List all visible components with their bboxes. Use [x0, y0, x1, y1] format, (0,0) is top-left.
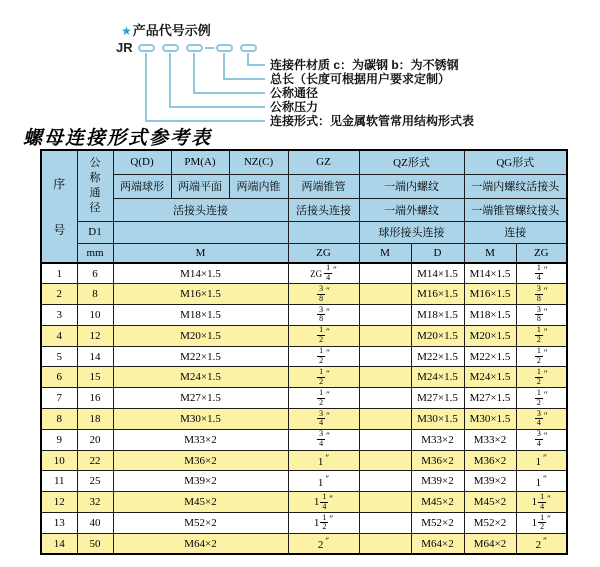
- code-box-2: [162, 44, 179, 52]
- cell-qg-zg: $\frac{3}{4}$ ″: [516, 429, 567, 450]
- header-desc-qg: 一端内螺纹活接头: [464, 174, 567, 198]
- diagram-label-material: 连接件材质 c：为碳钢 b：为不锈钢: [270, 58, 459, 72]
- header-dn: 公称通径: [77, 150, 113, 221]
- cell-m-thread: M33×2: [113, 429, 288, 450]
- header-desc-qd: 两端球形: [113, 174, 171, 198]
- table-row: [41, 533, 567, 554]
- cell-qg-zg: 1 $\frac{1}{2}$ ″: [516, 513, 567, 534]
- cell-qz-d: M39×2: [411, 471, 464, 492]
- header-qg-r4: 连接: [464, 221, 567, 243]
- table-row: [41, 367, 567, 388]
- code-box-1: [138, 44, 155, 52]
- product-code-prefix: JR: [116, 40, 133, 55]
- cell-qg-m: M64×2: [464, 533, 516, 554]
- header-qg-r3: 一端锥管螺纹接头: [464, 198, 567, 221]
- header-blank-left: [113, 221, 288, 243]
- header-qg-u1: M: [464, 243, 516, 263]
- diagram-label-connection: 连接形式：见金属软管常用结构形式表: [270, 114, 475, 128]
- cell-qz-m: [359, 325, 411, 346]
- cell-qz-m: [359, 492, 411, 513]
- header-code-nzc: NZ(C): [229, 150, 288, 174]
- cell-m-thread: M45×2: [113, 492, 288, 513]
- cell-m-thread: M36×2: [113, 450, 288, 471]
- cell-no: 7: [41, 388, 77, 409]
- cell-m-thread: M22×1.5: [113, 346, 288, 367]
- cell-no: 10: [41, 450, 77, 471]
- cell-dn: 8: [77, 284, 113, 305]
- cell-m-thread: M27×1.5: [113, 388, 288, 409]
- cell-qg-zg: $\frac{3}{8}$ ″: [516, 305, 567, 326]
- cell-qz-d: M30×1.5: [411, 409, 464, 430]
- cell-gz-zg: 1 ″: [288, 471, 359, 492]
- code-box-4: [216, 44, 233, 52]
- cell-no: 1: [41, 263, 77, 284]
- cell-m-thread: M52×2: [113, 513, 288, 534]
- header-code-gz: GZ: [288, 150, 359, 174]
- cell-qz-m: [359, 388, 411, 409]
- header-code-qg: QG形式: [464, 150, 567, 174]
- cell-qg-m: M30×1.5: [464, 409, 516, 430]
- connector-line: [169, 106, 265, 108]
- header-desc-pma: 两端平面: [171, 174, 229, 198]
- reference-table: [40, 149, 568, 555]
- cell-qz-d: M20×1.5: [411, 325, 464, 346]
- cell-m-thread: M16×1.5: [113, 284, 288, 305]
- cell-qg-zg: $\frac{1}{2}$ ″: [516, 367, 567, 388]
- header-qz-u2: D: [411, 243, 464, 263]
- table-row: [41, 513, 567, 534]
- cell-qg-m: M16×1.5: [464, 284, 516, 305]
- cell-m-thread: M14×1.5: [113, 263, 288, 284]
- connector-line: [223, 78, 265, 80]
- cell-dn: 40: [77, 513, 113, 534]
- header-qg-u2: ZG: [516, 243, 567, 263]
- cell-qz-m: [359, 263, 411, 284]
- diagram-label-length: 总长（长度可根据用户要求定制）: [270, 72, 451, 86]
- cell-gz-zg: $\frac{1}{2}$ ″: [288, 367, 359, 388]
- cell-m-thread: M24×1.5: [113, 367, 288, 388]
- table-row: [41, 284, 567, 305]
- dash-separator: [205, 47, 214, 49]
- diagram-title-text: 产品代号示例: [132, 23, 211, 38]
- cell-dn: 22: [77, 450, 113, 471]
- cell-qg-m: M52×2: [464, 513, 516, 534]
- cell-dn: 6: [77, 263, 113, 284]
- connector-line: [145, 120, 265, 122]
- cell-no: 11: [41, 471, 77, 492]
- header-desc-nzc: 两端内锥: [229, 174, 288, 198]
- table-body: [41, 263, 567, 554]
- table-row: [41, 263, 567, 284]
- cell-qg-m: M45×2: [464, 492, 516, 513]
- cell-dn: 15: [77, 367, 113, 388]
- cell-qg-zg: $\frac{1}{2}$ ″: [516, 346, 567, 367]
- cell-qg-m: M14×1.5: [464, 263, 516, 284]
- cell-qz-d: M33×2: [411, 429, 464, 450]
- cell-qz-d: M22×1.5: [411, 346, 464, 367]
- cell-qz-m: [359, 305, 411, 326]
- cell-qz-m: [359, 450, 411, 471]
- cell-dn: 18: [77, 409, 113, 430]
- cell-qg-zg: 1 $\frac{1}{4}$ ″: [516, 492, 567, 513]
- cell-dn: 50: [77, 533, 113, 554]
- cell-no: 12: [41, 492, 77, 513]
- header-gz-connection: 活接头连接: [288, 198, 359, 221]
- cell-dn: 25: [77, 471, 113, 492]
- cell-qz-d: M18×1.5: [411, 305, 464, 326]
- header-code-qd: Q(D): [113, 150, 171, 174]
- cell-gz-zg: $\frac{1}{2}$ ″: [288, 346, 359, 367]
- cell-qz-d: M45×2: [411, 492, 464, 513]
- diagram-label-diameter: 公称通径: [270, 86, 319, 100]
- cell-dn: 16: [77, 388, 113, 409]
- cell-qg-zg: $\frac{3}{4}$ ″: [516, 409, 567, 430]
- cell-no: 6: [41, 367, 77, 388]
- cell-qz-m: [359, 513, 411, 534]
- cell-qg-zg: 1 ″: [516, 450, 567, 471]
- cell-qg-m: M33×2: [464, 429, 516, 450]
- cell-dn: 12: [77, 325, 113, 346]
- cell-dn: 20: [77, 429, 113, 450]
- cell-no: 5: [41, 346, 77, 367]
- header-qz-r3: 一端外螺纹: [359, 198, 464, 221]
- table-row: [41, 492, 567, 513]
- cell-no: 2: [41, 284, 77, 305]
- cell-gz-zg: $\frac{3}{8}$ ″: [288, 284, 359, 305]
- cell-qg-m: M27×1.5: [464, 388, 516, 409]
- diagram-label-pressure: 公称压力: [270, 100, 319, 114]
- connector-line: [193, 53, 195, 93]
- cell-qz-d: M16×1.5: [411, 284, 464, 305]
- diagram-title: [121, 20, 211, 39]
- cell-qg-m: M22×1.5: [464, 346, 516, 367]
- cell-qg-zg: 1 ″: [516, 471, 567, 492]
- cell-dn: 14: [77, 346, 113, 367]
- table-row: [41, 450, 567, 471]
- header-seq: 序号: [41, 150, 77, 263]
- table-row: [41, 471, 567, 492]
- table-row: [41, 325, 567, 346]
- header-unit-m: M: [113, 243, 288, 263]
- cell-qz-m: [359, 367, 411, 388]
- cell-qg-zg: $\frac{3}{8}$ ″: [516, 284, 567, 305]
- cell-qz-m: [359, 284, 411, 305]
- cell-gz-zg: $\frac{3}{4}$ ″: [288, 409, 359, 430]
- cell-qg-zg: $\frac{1}{4}$ ″: [516, 263, 567, 284]
- connector-line: [247, 64, 265, 66]
- cell-qg-m: M24×1.5: [464, 367, 516, 388]
- cell-gz-zg: 1 ″: [288, 450, 359, 471]
- table-row: [41, 346, 567, 367]
- cell-gz-zg: $\frac{3}{8}$ ″: [288, 305, 359, 326]
- cell-qz-d: M52×2: [411, 513, 464, 534]
- header-union-connection: 活接头连接: [113, 198, 288, 221]
- cell-m-thread: M39×2: [113, 471, 288, 492]
- cell-qz-d: M27×1.5: [411, 388, 464, 409]
- cell-no: 14: [41, 533, 77, 554]
- header-qz-u1: M: [359, 243, 411, 263]
- star-icon: ★: [121, 24, 132, 38]
- cell-gz-zg: $\frac{3}{4}$ ″: [288, 429, 359, 450]
- cell-no: 4: [41, 325, 77, 346]
- cell-m-thread: M64×2: [113, 533, 288, 554]
- cell-gz-zg: $\frac{1}{2}$ ″: [288, 388, 359, 409]
- cell-qz-d: M14×1.5: [411, 263, 464, 284]
- cell-dn: 32: [77, 492, 113, 513]
- header-d1: D1: [77, 221, 113, 243]
- cell-gz-zg: 1 $\frac{1}{2}$ ″: [288, 513, 359, 534]
- header-qz-r4: 球形接头连接: [359, 221, 464, 243]
- cell-qz-m: [359, 471, 411, 492]
- header-desc-qz: 一端内螺纹: [359, 174, 464, 198]
- cell-no: 9: [41, 429, 77, 450]
- table-row: [41, 409, 567, 430]
- cell-qg-zg: $\frac{1}{2}$ ″: [516, 325, 567, 346]
- cell-qg-zg: $\frac{1}{2}$ ″: [516, 388, 567, 409]
- table-row: [41, 429, 567, 450]
- cell-qg-m: M39×2: [464, 471, 516, 492]
- connector-line: [145, 53, 147, 121]
- cell-no: 13: [41, 513, 77, 534]
- cell-m-thread: M18×1.5: [113, 305, 288, 326]
- cell-qg-m: M36×2: [464, 450, 516, 471]
- code-box-5: [240, 44, 257, 52]
- cell-gz-zg: ZG $\frac{1}{4}$ ″: [288, 263, 359, 284]
- cell-qz-m: [359, 429, 411, 450]
- connector-line: [193, 92, 265, 94]
- code-box-3: [186, 44, 203, 52]
- cell-no: 8: [41, 409, 77, 430]
- cell-qz-d: M64×2: [411, 533, 464, 554]
- header-desc-gz: 两端锥管: [288, 174, 359, 198]
- cell-no: 3: [41, 305, 77, 326]
- cell-qz-m: [359, 346, 411, 367]
- cell-qz-d: M24×1.5: [411, 367, 464, 388]
- cell-m-thread: M20×1.5: [113, 325, 288, 346]
- cell-qz-d: M36×2: [411, 450, 464, 471]
- cell-gz-zg: $\frac{1}{2}$ ″: [288, 325, 359, 346]
- connector-line: [223, 53, 225, 79]
- table-title: 螺母连接形式参考表: [23, 128, 213, 149]
- table-row: [41, 305, 567, 326]
- header-unit-zg: ZG: [288, 243, 359, 263]
- cell-gz-zg: 2 ″: [288, 533, 359, 554]
- cell-qg-m: M18×1.5: [464, 305, 516, 326]
- cell-qz-m: [359, 533, 411, 554]
- cell-qg-m: M20×1.5: [464, 325, 516, 346]
- cell-gz-zg: 1 $\frac{1}{4}$ ″: [288, 492, 359, 513]
- header-blank-gz: [288, 221, 359, 243]
- header-code-pma: PM(A): [171, 150, 229, 174]
- header-mm: mm: [77, 243, 113, 263]
- cell-qz-m: [359, 409, 411, 430]
- table-row: [41, 388, 567, 409]
- cell-dn: 10: [77, 305, 113, 326]
- connector-line: [169, 53, 171, 107]
- cell-m-thread: M30×1.5: [113, 409, 288, 430]
- cell-qg-zg: 2 ″: [516, 533, 567, 554]
- header-code-qz: QZ形式: [359, 150, 464, 174]
